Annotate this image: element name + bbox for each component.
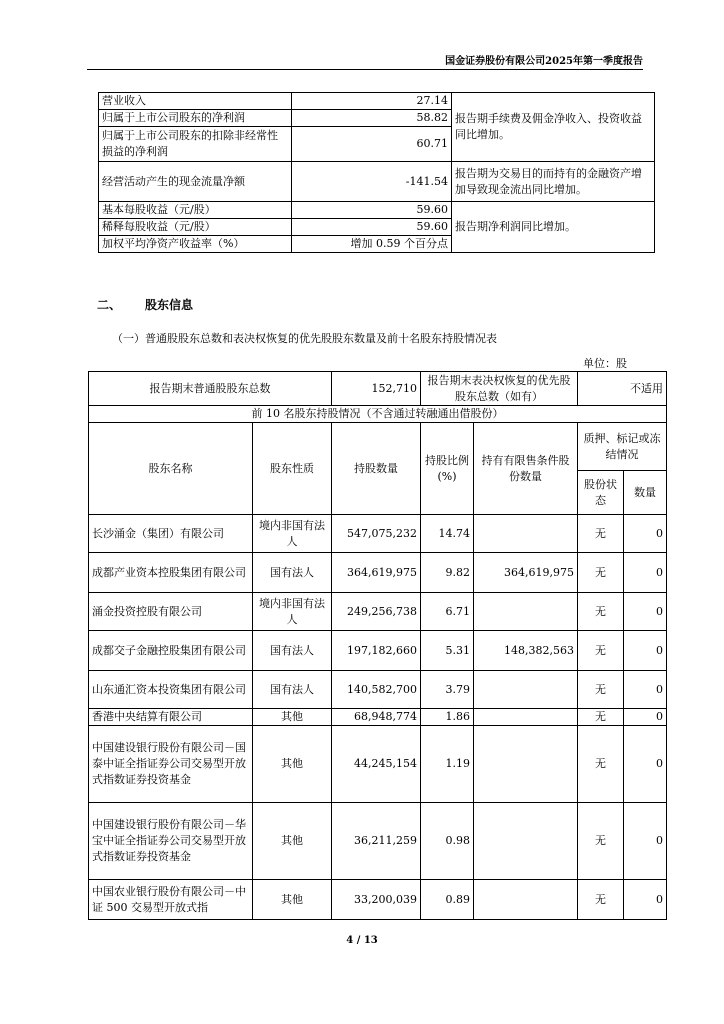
holding-ratio: 0.89	[421, 880, 474, 920]
header-nature: 股东性质	[253, 423, 332, 515]
table-row	[89, 726, 667, 803]
shareholder-nature: 国有法人	[253, 553, 332, 593]
shareholder-nature: 境内非国有法人	[253, 593, 332, 631]
restricted-shares	[474, 726, 578, 803]
eps-diluted-label: 稀释每股收益（元/股）	[99, 219, 292, 236]
top10-title: 前 10 名股东持股情况（不含通过转融通出借股份）	[89, 406, 667, 423]
shareholder-name: 成都产业资本控股集团有限公司	[89, 553, 253, 593]
header-restricted: 持有有限售条件股份数量	[474, 423, 578, 515]
net-profit-value: 58.82	[292, 110, 452, 127]
shareholder-nature: 国有法人	[253, 631, 332, 671]
restricted-shares: 364,619,975	[474, 553, 578, 593]
holding-ratio: 14.74	[421, 515, 474, 553]
pledge-quantity: 0	[624, 803, 667, 880]
net-profit-label: 归属于上市公司股东的净利润	[99, 110, 292, 127]
net-profit-adj-value: 60.71	[292, 127, 452, 162]
section-title	[97, 296, 193, 313]
pledge-status: 无	[578, 709, 624, 726]
table-row	[89, 553, 667, 593]
cash-flow-note: 报告期为交易目的而持有的金融资产增加导致现金流出同比增加。	[452, 162, 655, 202]
shareholder-name: 成都交子金融控股集团有限公司	[89, 631, 253, 671]
pledge-quantity: 0	[624, 593, 667, 631]
header-pledge: 质押、标记或冻结情况	[578, 423, 667, 471]
pledge-status: 无	[578, 880, 624, 920]
table-row	[89, 671, 667, 709]
table-row	[89, 631, 667, 671]
shares-held: 33,200,039	[332, 880, 421, 920]
eps-diluted-value: 59.60	[292, 219, 452, 236]
shares-held: 547,075,232	[332, 515, 421, 553]
table-row	[89, 880, 667, 920]
pledge-status: 无	[578, 803, 624, 880]
shareholder-name: 香港中央结算有限公司	[89, 709, 253, 726]
profit-note: 报告期净利润同比增加。	[452, 202, 655, 253]
preferred-shareholders-label: 报告期末表决权恢复的优先股股东总数（如有）	[421, 372, 578, 406]
subsection-title: （一）普通股股东总数和表决权恢复的优先股股东数量及前十名股东持股情况表	[112, 332, 497, 345]
restricted-shares	[474, 515, 578, 553]
pledge-status: 无	[578, 553, 624, 593]
shareholder-name: 中国建设银行股份有限公司－华宝中证全指证券公司交易型开放式指数证券投资基金	[89, 803, 253, 880]
shareholder-nature: 境内非国有法人	[253, 515, 332, 553]
pledge-quantity: 0	[624, 726, 667, 803]
pledge-quantity: 0	[624, 631, 667, 671]
holding-ratio: 6.71	[421, 593, 474, 631]
pledge-quantity: 0	[624, 515, 667, 553]
table-row	[89, 803, 667, 880]
shares-held: 249,256,738	[332, 593, 421, 631]
shareholder-name: 长沙涌金（集团）有限公司	[89, 515, 253, 553]
section-number: 二、	[97, 298, 122, 312]
roe-label: 加权平均净资产收益率（%）	[99, 236, 292, 253]
cash-flow-label: 经营活动产生的现金流量净额	[99, 162, 292, 202]
shares-held: 364,619,975	[332, 553, 421, 593]
header-shares: 持股数量	[332, 423, 421, 515]
table-row	[89, 593, 667, 631]
holding-ratio: 1.86	[421, 709, 474, 726]
shareholder-nature: 其他	[253, 803, 332, 880]
holding-ratio: 5.31	[421, 631, 474, 671]
shareholder-name: 中国农业银行股份有限公司－中证 500 交易型开放式指	[89, 880, 253, 920]
header-status: 股份状态	[578, 471, 624, 515]
shares-held: 36,211,259	[332, 803, 421, 880]
restricted-shares	[474, 593, 578, 631]
pledge-status: 无	[578, 631, 624, 671]
net-profit-adj-label: 归属于上市公司股东的扣除非经常性损益的净利润	[99, 127, 292, 162]
restricted-shares	[474, 880, 578, 920]
shares-held: 44,245,154	[332, 726, 421, 803]
holding-ratio: 9.82	[421, 553, 474, 593]
pledge-status: 无	[578, 671, 624, 709]
shares-held: 197,182,660	[332, 631, 421, 671]
shareholder-nature: 其他	[253, 726, 332, 803]
pledge-status: 无	[578, 515, 624, 553]
pledge-status: 无	[578, 726, 624, 803]
holding-ratio: 3.79	[421, 671, 474, 709]
section-heading: 股东信息	[145, 298, 194, 312]
shares-held: 68,948,774	[332, 709, 421, 726]
pledge-quantity: 0	[624, 709, 667, 726]
holding-ratio: 1.19	[421, 726, 474, 803]
roe-value: 增加 0.59 个百分点	[292, 236, 452, 253]
holding-ratio: 0.98	[421, 803, 474, 880]
preferred-shareholders-value: 不适用	[578, 372, 667, 406]
page-number: 4 / 13	[346, 935, 378, 946]
pledge-quantity: 0	[624, 880, 667, 920]
restricted-shares: 148,382,563	[474, 631, 578, 671]
revenue-label: 营业收入	[99, 93, 292, 110]
shareholder-nature: 其他	[253, 880, 332, 920]
cash-flow-value: -141.54	[292, 162, 452, 202]
pledge-quantity: 0	[624, 671, 667, 709]
financial-indicators-table	[98, 92, 655, 253]
header-name: 股东名称	[89, 423, 253, 515]
shares-held: 140,582,700	[332, 671, 421, 709]
pledge-quantity: 0	[624, 553, 667, 593]
restricted-shares	[474, 709, 578, 726]
page-header: 国金证券股份有限公司2025年第一季度报告	[87, 52, 643, 70]
header-qty: 数量	[624, 471, 667, 515]
shareholder-name: 中国建设银行股份有限公司－国泰中证全指证券公司交易型开放式指数证券投资基金	[89, 726, 253, 803]
eps-basic-label: 基本每股收益（元/股）	[99, 202, 292, 219]
pledge-status: 无	[578, 593, 624, 631]
shareholder-name: 山东通汇资本投资集团有限公司	[89, 671, 253, 709]
table-row	[89, 709, 667, 726]
eps-basic-value: 59.60	[292, 202, 452, 219]
header-ratio: 持股比例(%)	[421, 423, 474, 515]
total-shareholders-value: 152,710	[332, 372, 421, 406]
table-row	[89, 515, 667, 553]
unit-label: 单位：股	[583, 357, 627, 370]
restricted-shares	[474, 671, 578, 709]
shareholder-nature: 国有法人	[253, 671, 332, 709]
shareholder-nature: 其他	[253, 709, 332, 726]
total-shareholders-label: 报告期末普通股股东总数	[89, 372, 332, 406]
fee-income-note: 报告期手续费及佣金净收入、投资收益同比增加。	[452, 93, 655, 162]
revenue-value: 27.14	[292, 93, 452, 110]
restricted-shares	[474, 803, 578, 880]
shareholders-table	[88, 371, 667, 920]
shareholder-name: 涌金投资控股有限公司	[89, 593, 253, 631]
